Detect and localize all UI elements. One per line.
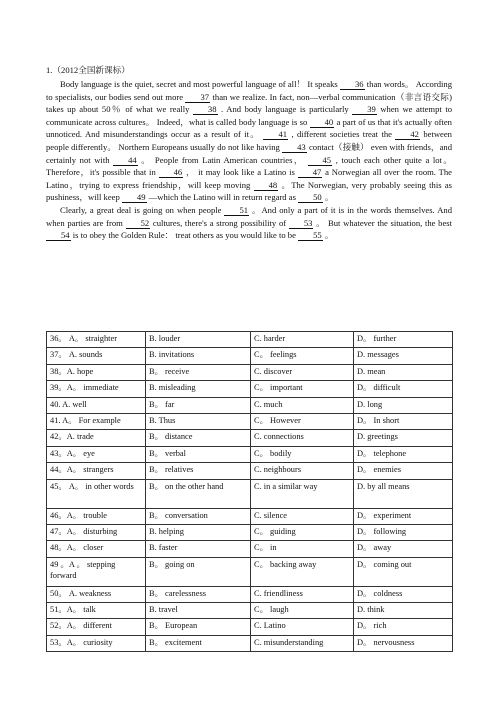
option-cell: 49 。A 。 stepping forward [47, 557, 146, 586]
option-cell: D. greetings [354, 430, 453, 446]
option-cell: 44。A。 strangers [47, 463, 146, 479]
passage-text: ， it may look like a Latino is [186, 167, 295, 178]
option-cell: C。 backing away [251, 557, 354, 586]
option-cell: D。 In short [354, 413, 453, 429]
option-cell: B. helping [146, 524, 251, 540]
option-row [47, 524, 453, 540]
option-row [47, 479, 453, 508]
option-cell: C。 guiding [251, 524, 354, 540]
passage-text: Clearly, a great deal is going on when people [60, 204, 222, 215]
option-cell: B。 carelessness [146, 586, 251, 602]
answer-blank: 50 [298, 193, 323, 203]
option-cell: B。 receive [146, 364, 251, 380]
option-cell: B。 on the other hand [146, 479, 251, 508]
option-cell: D。 coming out [354, 557, 453, 586]
option-cell: C. harder [251, 332, 354, 348]
option-row [47, 463, 453, 479]
option-cell: 53。A。 curiosity [47, 635, 146, 651]
option-cell: 36。 A。 straighter [47, 332, 146, 348]
answer-blank: 41 [263, 130, 288, 140]
answer-blank: 36 [340, 80, 365, 90]
option-cell: D. long [354, 397, 453, 413]
option-cell: C。 in [251, 541, 354, 557]
option-row [47, 348, 453, 364]
passage-text: is to obey the Golden Rule： treat others as you would like to be [72, 230, 296, 241]
option-cell: B。 far [146, 397, 251, 413]
passage-text: 。And only a part of it is in the words themselves. And when parties are from [46, 204, 452, 228]
option-cell: C. neighbours [251, 463, 354, 479]
passage-text: contact（接触） even with friends，and certainly not with [46, 141, 453, 165]
option-cell: D。 telephone [354, 446, 453, 462]
answer-blank: 43 [282, 143, 307, 153]
option-cell: B. invitations [146, 348, 251, 364]
option-cell: C. friendliness [251, 586, 354, 602]
option-cell: C. much [251, 397, 354, 413]
passage-text: , different societies treat the [291, 129, 392, 140]
option-cell: D. by all means [354, 479, 453, 508]
option-row [47, 332, 453, 348]
option-cell: D. mean [354, 364, 453, 380]
option-cell: C。 important [251, 381, 354, 397]
options-table [46, 331, 453, 652]
option-cell: 43。A。 eye [47, 446, 146, 462]
passage-text: 。 People from Latin American countries， [141, 154, 304, 165]
passage-paragraph-1 [46, 78, 452, 204]
answer-blank: 48 [254, 181, 279, 191]
option-cell: 52。A。 different [47, 619, 146, 635]
option-cell: D。 nervousness [354, 635, 453, 651]
answer-blank: 52 [126, 219, 151, 229]
option-cell: B。 relatives [146, 463, 251, 479]
option-row [47, 557, 453, 586]
option-cell: B。 going on [146, 557, 251, 586]
option-row [47, 619, 453, 635]
option-cell: D. think [354, 603, 453, 619]
answer-blank: 51 [224, 206, 249, 216]
option-cell: C. Latino [251, 619, 354, 635]
option-cell: D。 enemies [354, 463, 453, 479]
passage-text: cultures, there's a strong possibility of [152, 217, 287, 228]
option-cell: B. louder [146, 332, 251, 348]
option-cell: D。 experiment [354, 508, 453, 524]
option-cell: 38。A. hope [47, 364, 146, 380]
answer-blank: 47 [298, 168, 323, 178]
option-row [47, 413, 453, 429]
option-row [47, 603, 453, 619]
answer-blank: 45 [308, 156, 333, 166]
passage-text: a Norwegian all over the room. The Latino，trying to express friendship，will keep moving [46, 167, 452, 190]
option-cell: 41. A。 For example [47, 413, 146, 429]
option-cell: B。 conversation [146, 508, 251, 524]
option-cell: B. faster [146, 541, 251, 557]
answer-blank: 46 [159, 168, 184, 178]
option-cell: B. misleading [146, 381, 251, 397]
option-cell: D。 difficult [354, 381, 453, 397]
option-row [47, 381, 453, 397]
passage-text: 。 [324, 192, 334, 203]
option-cell: D。 away [354, 541, 453, 557]
option-row [47, 364, 453, 380]
passage-text: Body language is the quiet, secret and most powerful language of all！ It speaks [60, 79, 338, 89]
option-cell: C。 bodily [251, 446, 354, 462]
option-cell: D。 coldness [354, 586, 453, 602]
option-cell: C. silence [251, 508, 354, 524]
answer-blank: 38 [193, 105, 218, 115]
answer-blank: 49 [122, 193, 147, 203]
passage-text: a part of us that it's actually often unnoticed. And misunderstandings occur as a result of it。 [46, 116, 452, 140]
answer-blank: 53 [289, 219, 314, 229]
option-cell: 50。 A. weakness [47, 586, 146, 602]
option-cell: B. Thus [146, 413, 251, 429]
option-cell: 42。A. trade [47, 430, 146, 446]
option-cell: 51。A。 talk [47, 603, 146, 619]
answer-blank: 54 [46, 231, 71, 241]
exam-page [46, 64, 452, 242]
option-cell: 47。A。 disturbing [47, 524, 146, 540]
option-cell: C。 However [251, 413, 354, 429]
question-heading: 1.（2012全国新课标） [46, 65, 130, 75]
option-cell: D. messages [354, 348, 453, 364]
option-cell: D。 further [354, 332, 453, 348]
passage-text: between people differently。 Northern Europeans usually do not like having [46, 129, 452, 152]
option-cell: C. discover [251, 364, 354, 380]
passage-text: —which the Latino will in return regard as [148, 192, 296, 203]
option-cell: C。 laugh [251, 603, 354, 619]
option-row [47, 586, 453, 602]
option-cell: D。 following [354, 524, 453, 540]
answer-blank: 42 [395, 130, 420, 140]
option-cell: C。 feelings [251, 348, 354, 364]
option-cell: B。 excitement [146, 635, 251, 651]
option-cell: 40. A. well [47, 397, 146, 413]
option-cell: B。 distance [146, 430, 251, 446]
option-cell: C. connections [251, 430, 354, 446]
passage-text: . And body language is particularly [221, 104, 349, 115]
option-cell: 37。 A. sounds [47, 348, 146, 364]
option-row [47, 541, 453, 557]
passage-text: , touch each other quite a lot。 Therefore，it's possible that in [46, 154, 452, 178]
option-cell: 48。A。 closer [47, 541, 146, 557]
option-row [47, 446, 453, 462]
passage-paragraph-2 [46, 204, 452, 242]
passage-text: 。 But whatever the situation, the best [316, 217, 453, 228]
answer-blank: 44 [113, 156, 138, 166]
option-cell: C. in a similar way [251, 479, 354, 508]
passage-text: 。 [324, 230, 334, 241]
answer-blank: 55 [298, 231, 323, 241]
answer-blank: 40 [310, 118, 335, 128]
option-cell: 45。 A。 in other words [47, 479, 146, 508]
passage-text: when we attempt to communicate across cultures。 Indeed，what is called body language is so [46, 104, 453, 127]
answer-blank: 39 [352, 105, 377, 115]
passage-text: than words。 According to specialists, our bodies send out more [46, 79, 452, 102]
option-row [47, 430, 453, 446]
answer-blank: 37 [185, 93, 210, 103]
option-cell: C. misunderstanding [251, 635, 354, 651]
option-row [47, 397, 453, 413]
option-row [47, 508, 453, 524]
option-cell: 46。A。 trouble [47, 508, 146, 524]
option-cell: B。 European [146, 619, 251, 635]
option-cell: B。 verbal [146, 446, 251, 462]
option-cell: D。 rich [354, 619, 453, 635]
option-cell: B. travel [146, 603, 251, 619]
option-row [47, 635, 453, 651]
cloze-passage [46, 78, 452, 242]
option-cell: 39。A。 immediate [47, 381, 146, 397]
passage-text: than we realize. In fact, non—verbal communication（非言语交际) takes up about 50％ of what we really [46, 91, 452, 115]
passage-text: 。The Norwegian, very probably seeing this as pushiness，will keep [46, 179, 453, 203]
